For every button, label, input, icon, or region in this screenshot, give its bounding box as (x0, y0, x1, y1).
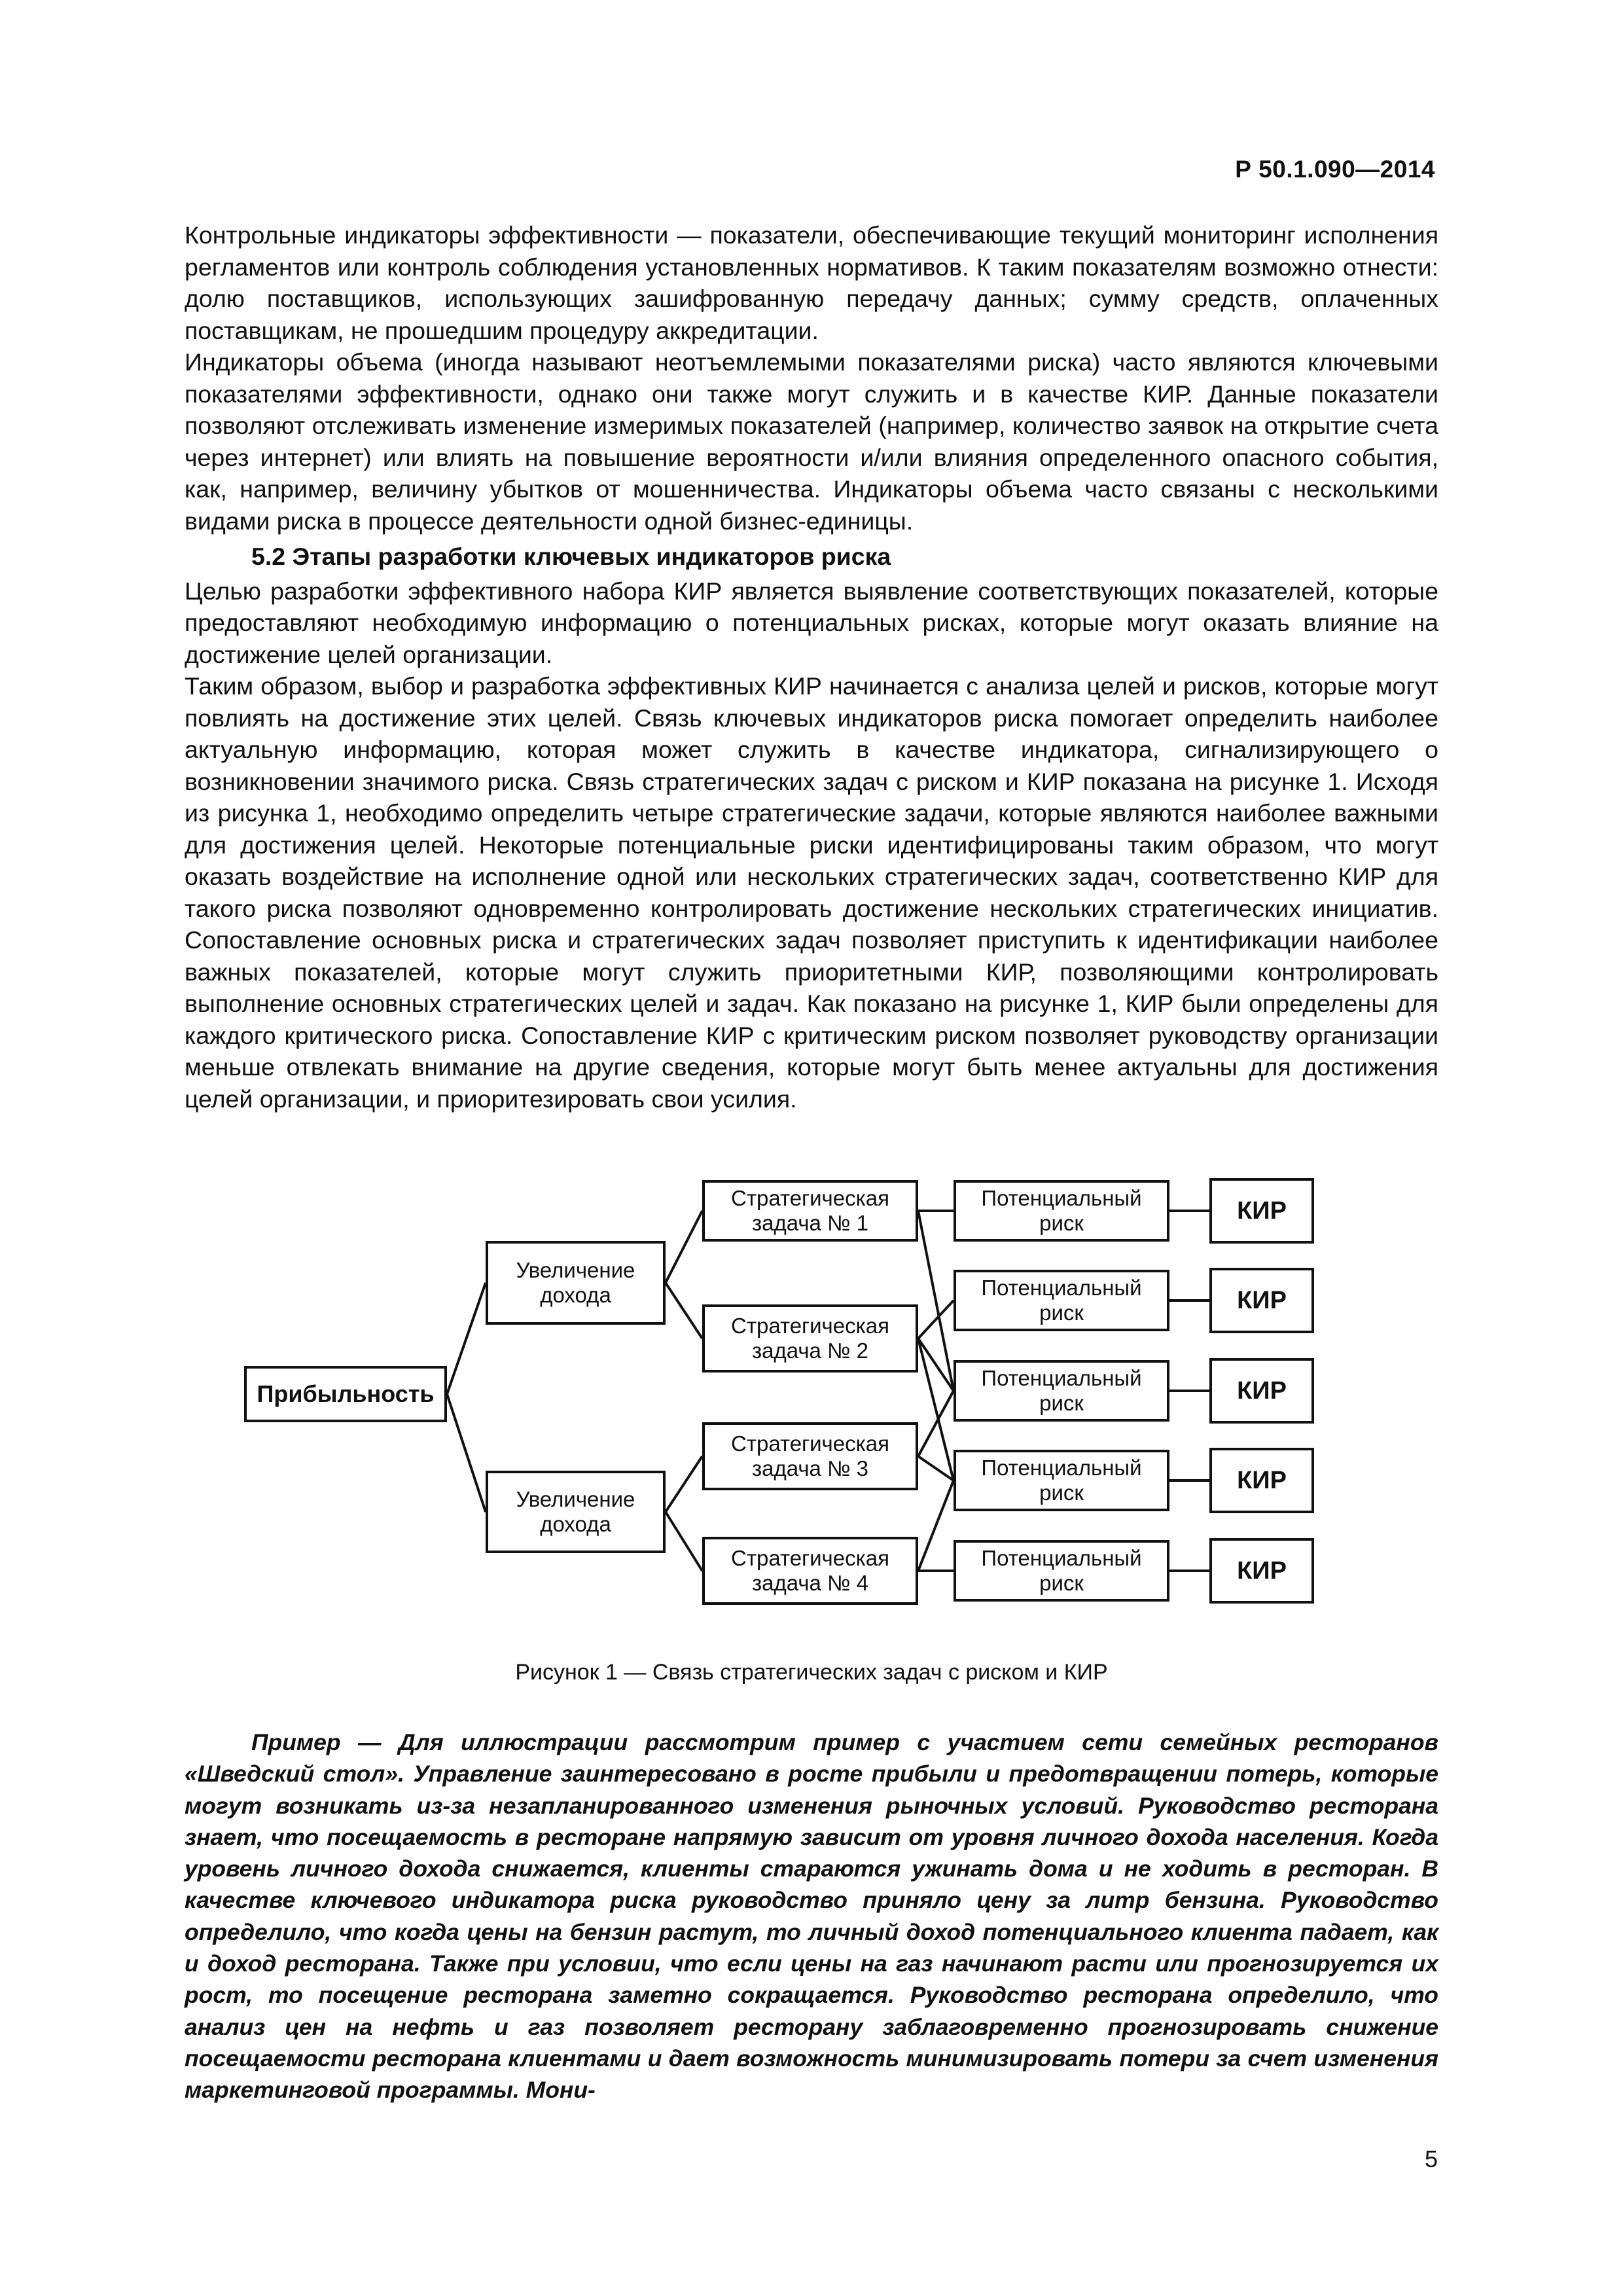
document-code: Р 50.1.090—2014 (1235, 156, 1435, 183)
figure-1-diagram (242, 1162, 1329, 1626)
body-text (185, 219, 1438, 1115)
kir-box-2: КИР (1209, 1268, 1314, 1333)
profitability-box: Прибыльность (244, 1366, 447, 1422)
strategic-task-box-3: Стратегическая задача № 3 (702, 1422, 918, 1490)
potential-risk-box-2: Потенциальный риск (954, 1270, 1169, 1331)
section-title: 5.2 Этапы разработки ключевых индикаторов риска (251, 543, 891, 570)
strategic-task-box-2: Стратегическая задача № 2 (702, 1304, 918, 1372)
potential-risk-box-5: Потенциальный риск (954, 1540, 1169, 1602)
figure-caption: Рисунок 1 — Связь стратегических задач с риском и КИР (515, 1660, 1108, 1685)
strategic-task-box-1: Стратегическая задача № 1 (702, 1180, 918, 1242)
kir-box-1: КИР (1209, 1178, 1314, 1244)
page-number: 5 (1424, 2145, 1438, 2172)
strategic-task-box-4: Стратегическая задача № 4 (702, 1537, 918, 1605)
paragraph-volume-indicators: Индикаторы объема (иногда называют неотъемлемыми показателями риска) часто являются ключевыми показателями эффективности, однако они также могут служить и в качестве КИР. Данные показатели позволяют отслеживать изменение измеримых показателей (например, количество заявок на открытие счета через интернет) или влиять на повышение вероятности и/или влияния определенного опасного события, как, например, величину убытков от мошенничества. Индикаторы объема часто связаны с несколькими видами риска в процессе деятельности одной бизнес-единицы. (185, 348, 1438, 535)
paragraph-selection: Таким образом, выбор и разработка эффективных КИР начинается с анализа целей и рисков, которые могут повлиять на достижение этих целей. Связь ключевых индикаторов риска помогает определить наиболее актуальную информацию, которая может служить в качестве индикатора, сигнализирующего о возникновении значимого риска. Связь стратегических задач с риском и КИР показана на рисунке 1. Исходя из рисунка 1, необходимо определить четыре стратегические задачи, которые являются наиболее важными для достижения целей. Некоторые потенциальные риски идентифицированы таким образом, что могут оказать воздействие на исполнение одной или нескольких стратегических задач, соответственно КИР для такого риска позволяют одновременно контролировать достижение нескольких стратегических инициатив. Сопоставление основных риска и стратегических задач позволяет приступить к идентификации наиболее важных показателей, которые могут служить приоритетными КИР, позволяющими контролировать выполнение основных стратегических целей и задач. Как показано на рисунке 1, КИР были определены для каждого критического риска. Сопоставление КИР с критическим риском позволяет руководству организации меньше отвлекать внимание на другие сведения, которые могут быть менее актуальны для достижения целей организации, и приоритезировать свои усилия. (185, 672, 1438, 1113)
example-text: Пример — Для иллюстрации рассмотрим пример с участием сети семейных ресторанов «Шведский стол». Управление заинтересовано в росте прибыли и предотвращении потерь, которые могут возникать из-за незапланированного изменения рыночных условий. Руководство ресторана знает, что посещаемость в ресторане напрямую зависит от уровня личного дохода населения. Когда уровень личного дохода снижается, клиенты стараются ужинать дома и не ходить в ресторан. В качестве ключевого индикатора риска руководство приняло цену за литр бензина. Руководство определило, что когда цены на бензин растут, то личный доход потенциального клиента падает, как и доход ресторана. Также при условии, что если цены на газ начинают расти или прогнозируется их рост, то посещение ресторана заметно сокращается. Руководство ресторана определило, что анализ цен на нефть и газ позволяет ресторану заблаговременно прогнозировать снижение посещаемости ресторана клиентами и дает возможность минимизировать потери за счет изменения маркетинговой программы. Мони- (185, 1729, 1438, 2104)
kir-box-5: КИР (1209, 1538, 1314, 1604)
potential-risk-box-3: Потенциальный риск (954, 1360, 1169, 1422)
revenue-growth-box-2: Увеличение дохода (486, 1471, 666, 1553)
paragraph-goal: Целью разработки эффективного набора КИР является выявление соответствующих показателей, которые предоставляют необходимую информацию о потенциальных рисках, которые могут оказать влияние на достижение целей организации. (185, 577, 1438, 668)
revenue-growth-box-1: Увеличение дохода (486, 1241, 666, 1325)
potential-risk-box-1: Потенциальный риск (954, 1180, 1169, 1242)
example-paragraph (185, 1727, 1438, 2106)
kir-box-4: КИР (1209, 1448, 1314, 1513)
potential-risk-box-4: Потенциальный риск (954, 1450, 1169, 1511)
kir-box-3: КИР (1209, 1358, 1314, 1424)
paragraph-control-indicators: Контрольные индикаторы эффективности — показатели, обеспечивающие текущий мониторинг исполнения регламентов или контроль соблюдения установленных нормативов. К таким показателям возможно отнести: долю поставщиков, использующих зашифрованную передачу данных; сумму средств, оплаченных поставщикам, не прошедшим процедуру аккредитации. (185, 221, 1438, 344)
